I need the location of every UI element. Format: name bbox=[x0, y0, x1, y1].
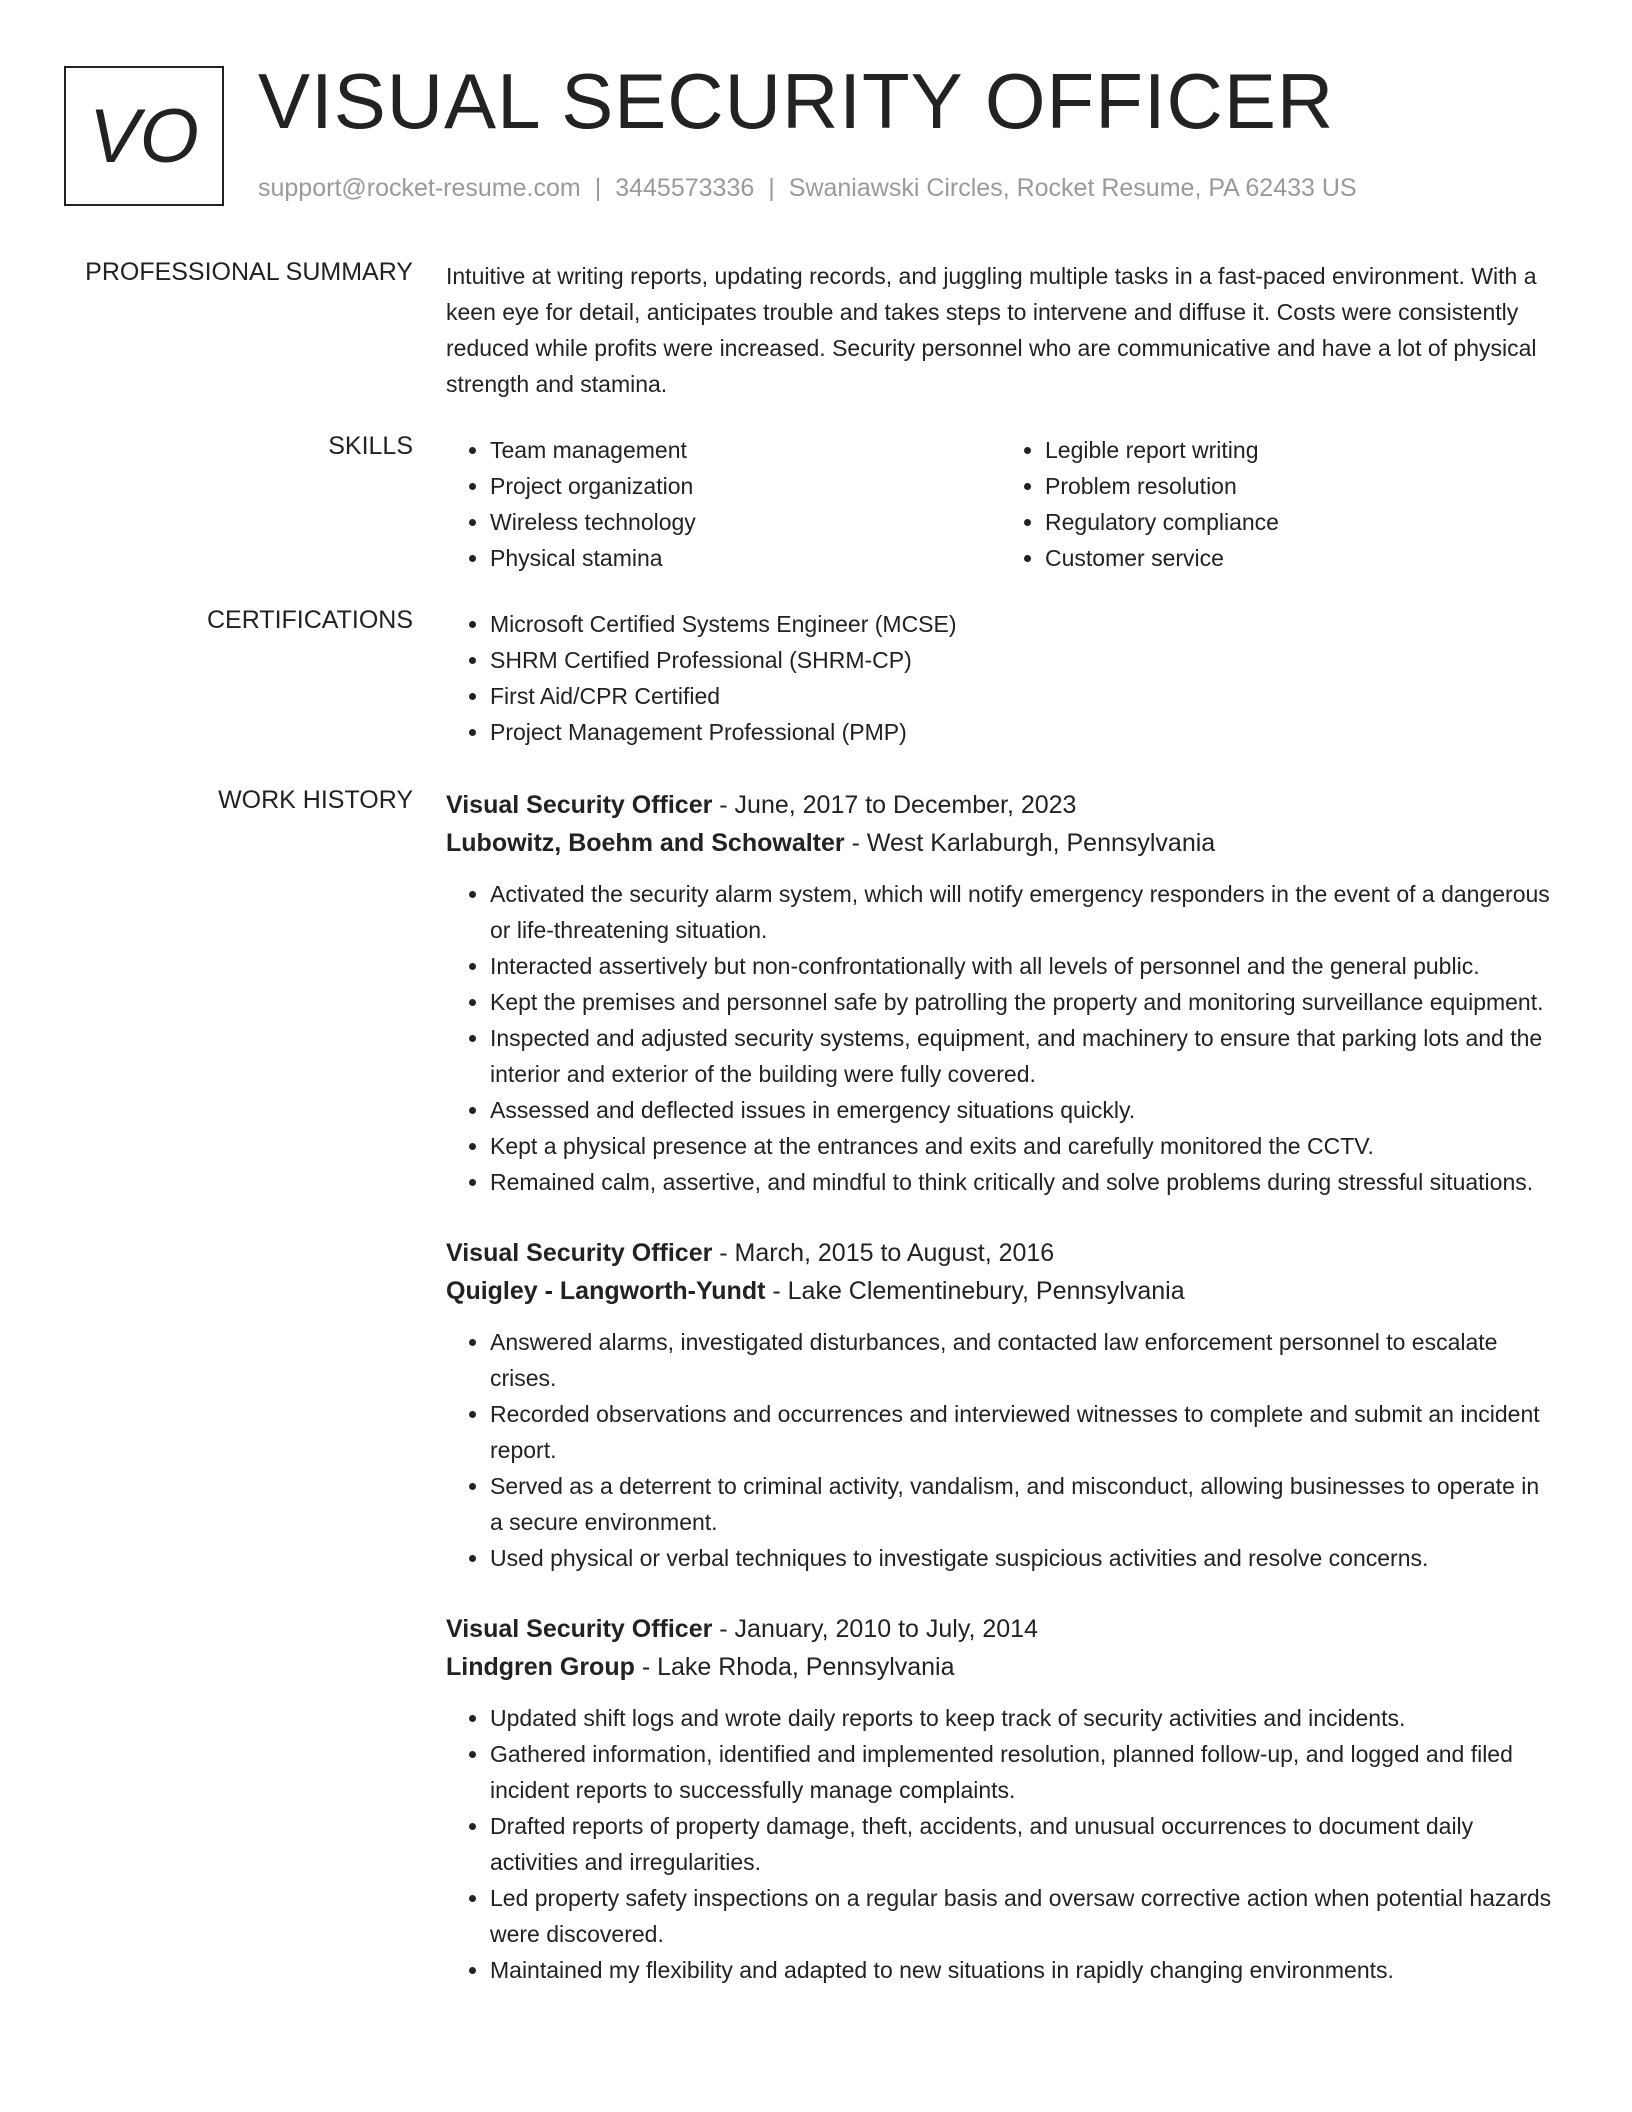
job-title-line bbox=[446, 1610, 1556, 1648]
skill-item: • Wireless technology bbox=[490, 504, 1001, 540]
certification-item: • Microsoft Certified Systems Engineer (MCSE) bbox=[490, 606, 1556, 642]
job-bullet: • Inspected and adjusted security systems, equipment, and machinery to ensure that parking lots and the interior and exterior of the building were fully covered. bbox=[490, 1020, 1556, 1092]
job-title-line bbox=[446, 1234, 1556, 1272]
skill-item: • Team management bbox=[490, 432, 1001, 468]
job-location: - Lake Rhoda, Pennsylvania bbox=[634, 1653, 955, 1681]
skills-list-left bbox=[446, 432, 1001, 576]
job-location: - Lake Clementinebury, Pennsylvania bbox=[765, 1277, 1185, 1305]
certification-item: • SHRM Certified Professional (SHRM-CP) bbox=[490, 642, 1556, 678]
job-dates: - June, 2017 to December, 2023 bbox=[712, 791, 1077, 819]
job-bullet: • Assessed and deflected issues in emergency situations quickly. bbox=[490, 1092, 1556, 1128]
job-bullet: • Led property safety inspections on a regular basis and oversaw corrective action when potential hazards were discovered. bbox=[490, 1880, 1556, 1952]
job-bullet: • Activated the security alarm system, which will notify emergency responders in the event of a dangerous or life-threatening situation. bbox=[490, 876, 1556, 948]
job-company: Lubowitz, Boehm and Schowalter bbox=[446, 829, 845, 857]
page-title: VISUAL SECURITY OFFICER bbox=[258, 57, 1335, 145]
job-title-line bbox=[446, 786, 1556, 824]
skill-item: • Legible report writing bbox=[1045, 432, 1556, 468]
job-entry bbox=[446, 786, 1556, 1200]
section-label-work-history: WORK HISTORY bbox=[218, 786, 413, 814]
job-bullet: • Gathered information, identified and implemented resolution, planned follow-up, and logged and filed incident reports to successfully manage complaints. bbox=[490, 1736, 1556, 1808]
job-bullet: • Maintained my flexibility and adapted to new situations in rapidly changing environments. bbox=[490, 1952, 1556, 1988]
job-company-line bbox=[446, 824, 1556, 862]
job-title: Visual Security Officer bbox=[446, 1615, 713, 1643]
skill-item: • Customer service bbox=[1045, 540, 1556, 576]
section-label-skills: SKILLS bbox=[328, 432, 413, 460]
skill-item: • Physical stamina bbox=[490, 540, 1001, 576]
job-bullet: • Used physical or verbal techniques to investigate suspicious activities and resolve concerns. bbox=[490, 1540, 1556, 1576]
job-company-line bbox=[446, 1648, 1556, 1686]
certification-item: • Project Management Professional (PMP) bbox=[490, 714, 1556, 750]
section-label-summary: PROFESSIONAL SUMMARY bbox=[85, 258, 413, 286]
job-location: - West Karlaburgh, Pennsylvania bbox=[844, 829, 1216, 857]
job-bullet: • Drafted reports of property damage, theft, accidents, and unusual occurrences to document daily activities and irregularities. bbox=[490, 1808, 1556, 1880]
contact-phone: 3445573336 bbox=[615, 174, 755, 202]
contact-email: support@rocket-resume.com bbox=[258, 174, 581, 202]
job-company-line bbox=[446, 1272, 1556, 1310]
job-title: Visual Security Officer bbox=[446, 1239, 713, 1267]
job-bullet: • Remained calm, assertive, and mindful to think critically and solve problems during stressful situations. bbox=[490, 1164, 1556, 1200]
job-bullets bbox=[446, 876, 1556, 1200]
job-company: Lindgren Group bbox=[446, 1653, 635, 1681]
certifications-list bbox=[446, 606, 1556, 750]
contact-address: Swaniawski Circles, Rocket Resume, PA 62433 US bbox=[788, 174, 1357, 202]
job-bullet: • Answered alarms, investigated disturbances, and contacted law enforcement personnel to escalate crises. bbox=[490, 1324, 1556, 1396]
skill-item: • Problem resolution bbox=[1045, 468, 1556, 504]
job-bullet: • Updated shift logs and wrote daily reports to keep track of security activities and incidents. bbox=[490, 1700, 1556, 1736]
job-title: Visual Security Officer bbox=[446, 791, 713, 819]
certifications-body bbox=[446, 606, 1556, 750]
skill-item: • Project organization bbox=[490, 468, 1001, 504]
summary-text: Intuitive at writing reports, updating records, and juggling multiple tasks in a fast-paced environment. With a keen eye for detail, anticipates trouble and takes steps to intervene and diffuse it. Costs were consistently reduced while profits were increased. Security personnel who are communicative and have a lot of physical strength and stamina. bbox=[446, 263, 1537, 397]
job-bullet: • Recorded observations and occurrences and interviewed witnesses to complete and submit an incident report. bbox=[490, 1396, 1556, 1468]
job-bullet: • Interacted assertively but non-confrontationally with all levels of personnel and the general public. bbox=[490, 948, 1556, 984]
job-dates: - March, 2015 to August, 2016 bbox=[712, 1239, 1055, 1267]
job-bullet: • Kept the premises and personnel safe by patrolling the property and monitoring surveillance equipment. bbox=[490, 984, 1556, 1020]
job-bullet: • Served as a deterrent to criminal activity, vandalism, and misconduct, allowing businesses to operate in a secure environment. bbox=[490, 1468, 1556, 1540]
contact-separator: | bbox=[594, 174, 602, 202]
job-entry bbox=[446, 1234, 1556, 1576]
contact-line bbox=[258, 174, 1357, 203]
contact-separator: | bbox=[768, 174, 775, 202]
skills-body bbox=[446, 432, 1556, 576]
job-bullet: • Kept a physical presence at the entrances and exits and carefully monitored the CCTV. bbox=[490, 1128, 1556, 1164]
skill-item: • Regulatory compliance bbox=[1045, 504, 1556, 540]
section-label-certifications: CERTIFICATIONS bbox=[206, 606, 413, 634]
job-dates: - January, 2010 to July, 2014 bbox=[712, 1615, 1038, 1643]
monogram: VO bbox=[64, 66, 224, 206]
job-bullets bbox=[446, 1700, 1556, 1988]
work-history-body bbox=[446, 786, 1556, 2022]
skills-list-right bbox=[1001, 432, 1556, 576]
job-entry bbox=[446, 1610, 1556, 1988]
job-bullets bbox=[446, 1324, 1556, 1576]
certification-item: • First Aid/CPR Certified bbox=[490, 678, 1556, 714]
job-company: Quigley - Langworth-Yundt bbox=[446, 1277, 766, 1305]
